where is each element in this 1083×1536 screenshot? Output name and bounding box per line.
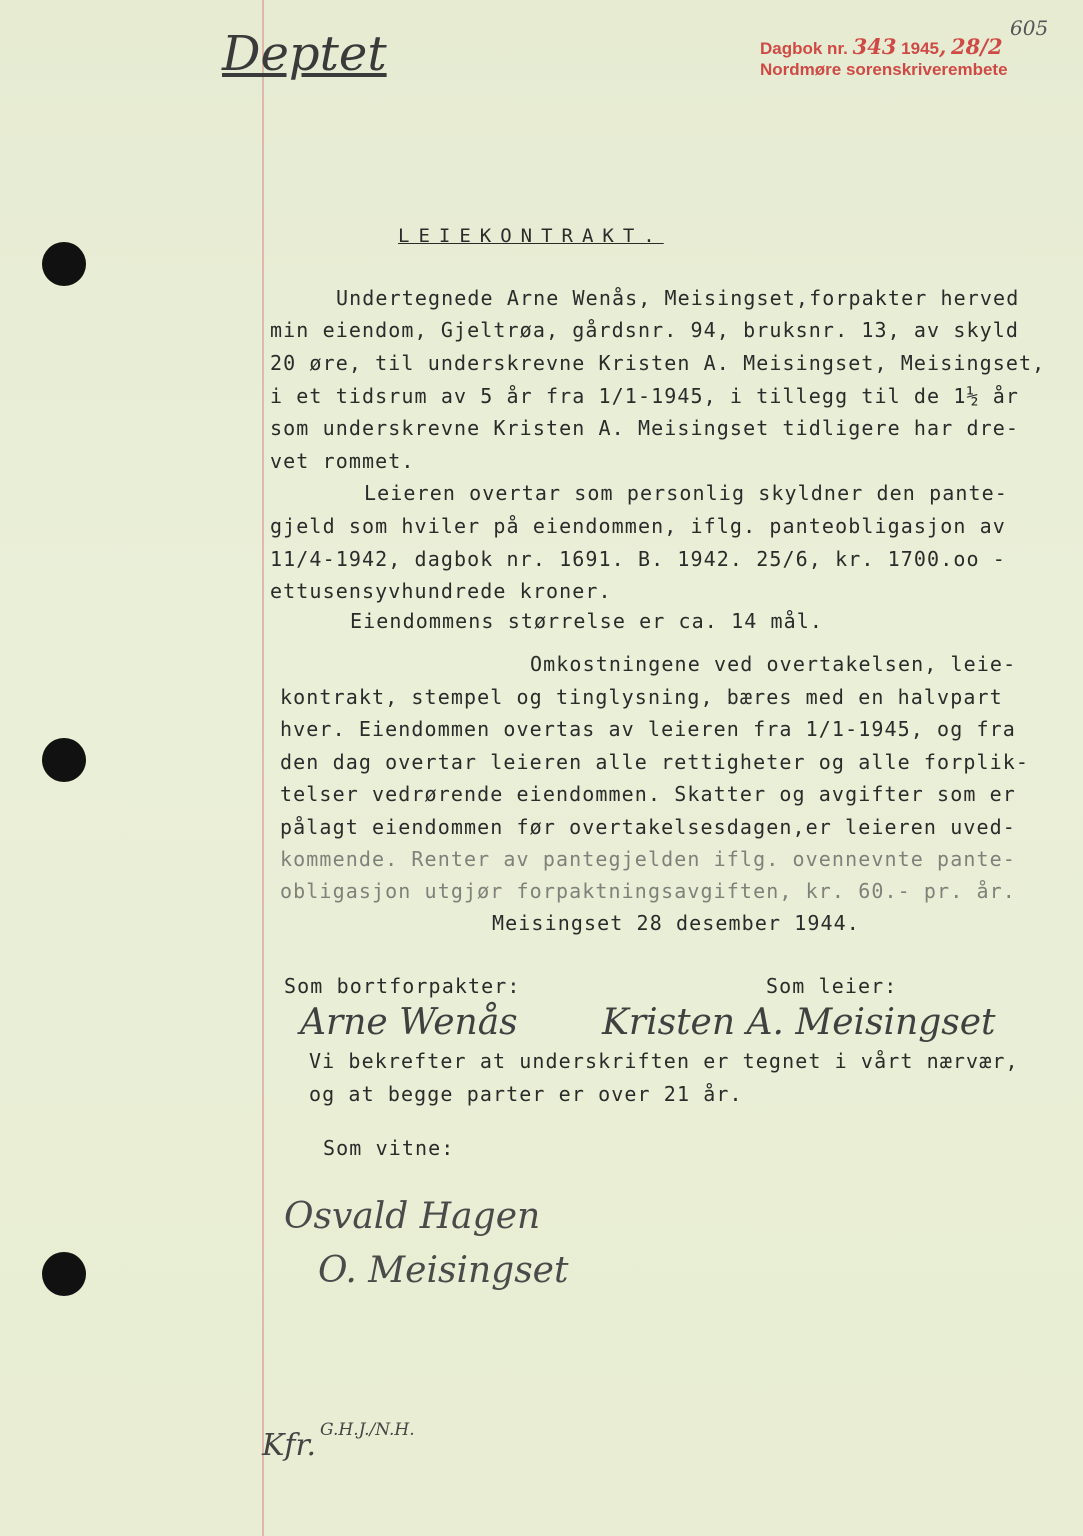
body-line: Leieren overtar som personlig skyldner den pante- — [364, 481, 1008, 505]
stamp-number: 343 — [852, 34, 897, 59]
footer-note: Kfr. — [262, 1428, 317, 1463]
body-line: obligasjon utgjør forpaktningsavgiften, kr. 60.- pr. år. — [280, 879, 1016, 903]
body-line: i et tidsrum av 5 år fra 1/1-1945, i tillegg til de 1½ år — [270, 384, 1020, 408]
document-title: LEIEKONTRAKT. — [398, 225, 664, 247]
punch-hole — [42, 242, 86, 286]
body-line: Undertegnede Arne Wenås, Meisingset,forpakter herved — [336, 286, 1020, 310]
body-line: vet rommet. — [270, 449, 415, 473]
stamp-office: Nordmøre sorenskriverembete — [760, 60, 1008, 79]
witness-statement: og at begge parter er over 21 år. — [309, 1082, 743, 1106]
margin-line — [262, 0, 264, 1536]
witness-label: Som vitne: — [323, 1136, 455, 1160]
lessor-label: Som bortforpakter: — [284, 974, 521, 998]
punch-hole — [42, 1252, 86, 1296]
body-line: gjeld som hviler på eiendommen, iflg. panteobligasjon av — [270, 514, 1006, 538]
lessee-signature: Kristen A. Meisingset — [602, 1002, 996, 1043]
lessee-label: Som leier: — [766, 974, 898, 998]
body-line: kommende. Renter av pantegjelden iflg. ovennevnte pante- — [280, 847, 1016, 871]
handwritten-title: Deptet — [222, 26, 387, 82]
body-line: pålagt eiendommen før overtakelsesdagen,er leieren uved- — [280, 815, 1016, 839]
body-line: kontrakt, stempel og tinglysning, bæres med en halvpart — [280, 685, 1003, 709]
stamp-label: Dagbok nr. — [760, 39, 848, 58]
witness-signature-1: Osvald Hagen — [284, 1196, 541, 1237]
stamp-date: 28/2 — [951, 34, 1003, 59]
punch-hole — [42, 738, 86, 782]
page-number: 605 — [1010, 16, 1049, 40]
body-line: den dag overtar leieren alle rettigheter og alle forplik- — [280, 750, 1030, 774]
body-line: telser vedrørende eiendommen. Skatter og avgifter som er — [280, 782, 1016, 806]
witness-statement: Vi bekrefter at underskriften er tegnet i vårt nærvær, — [309, 1049, 1019, 1073]
body-line: ettusensyvhundrede kroner. — [270, 579, 612, 603]
lessor-signature: Arne Wenås — [300, 1002, 518, 1043]
footer-initials: G.H.J./N.H. — [320, 1420, 415, 1440]
body-line: 20 øre, til underskrevne Kristen A. Meisingset, Meisingset, — [270, 351, 1046, 375]
body-line: min eiendom, Gjeltrøa, gårdsnr. 94, bruksnr. 13, av skyld — [270, 318, 1020, 342]
body-line: hver. Eiendommen overtas av leieren fra 1/1-1945, og fra — [280, 717, 1016, 741]
body-line: Eiendommens størrelse er ca. 14 mål. — [350, 609, 824, 633]
body-line: som underskrevne Kristen A. Meisingset tidligere har dre- — [270, 416, 1020, 440]
date-line: Meisingset 28 desember 1944. — [492, 911, 860, 935]
body-line: 11/4-1942, dagbok nr. 1691. B. 1942. 25/6, kr. 1700.oo - — [270, 547, 1006, 571]
stamp-year: 1945 — [901, 39, 939, 58]
witness-signature-2: O. Meisingset — [318, 1250, 569, 1291]
journal-stamp: Dagbok nr. 343 1945, 28/2 — [760, 34, 1003, 59]
body-line: Omkostningene ved overtakelsen, leie- — [530, 652, 1017, 676]
